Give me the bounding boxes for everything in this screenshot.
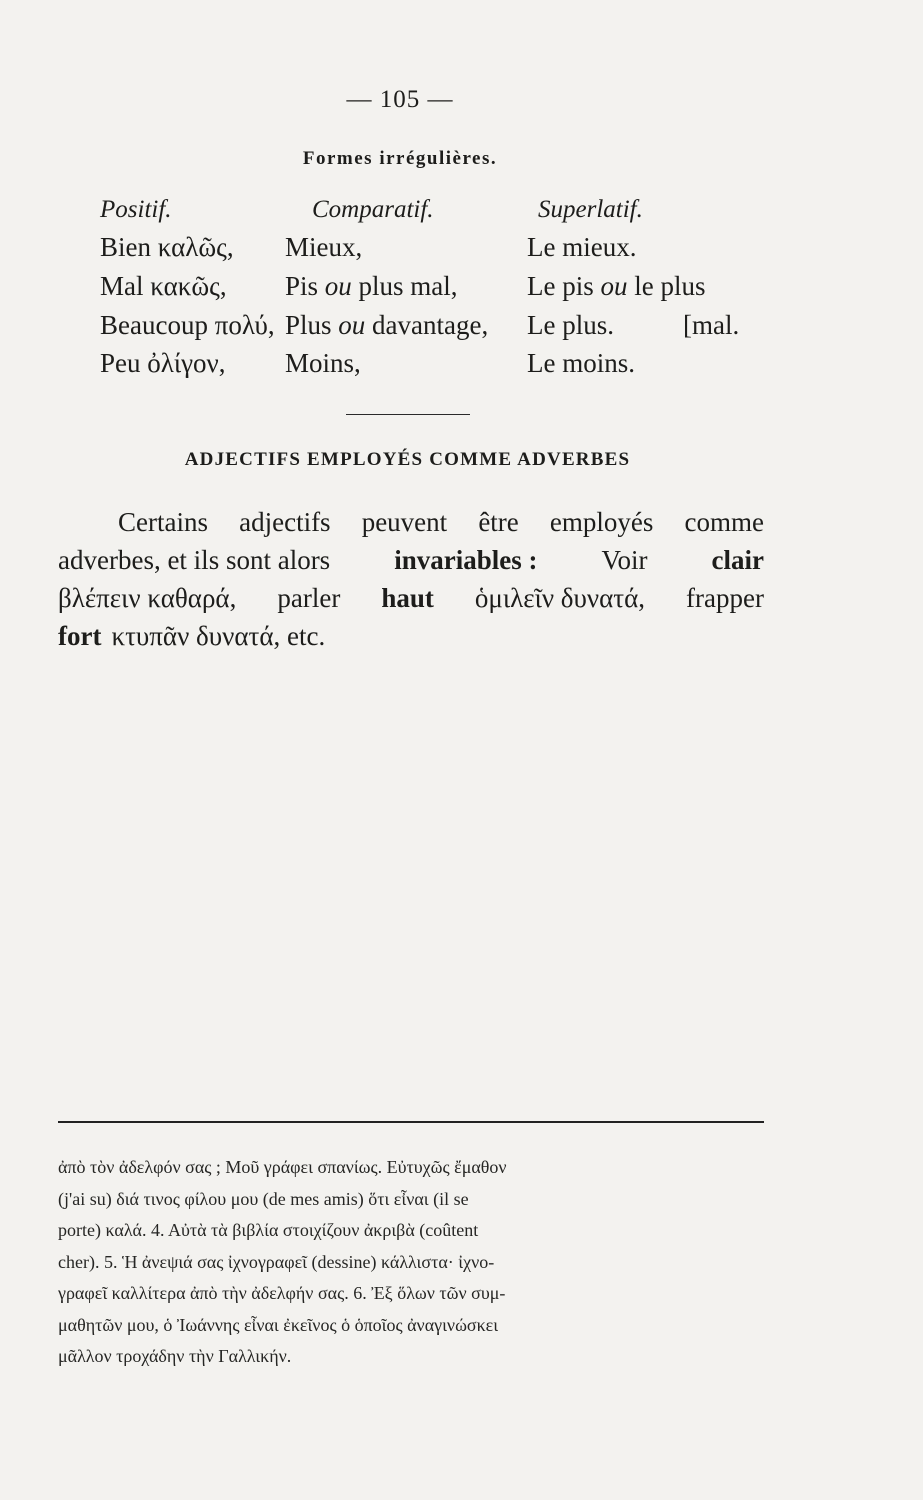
comparatif-text: Pis	[285, 271, 325, 301]
comparatif-cell	[285, 348, 361, 379]
bold-term: fort	[58, 621, 102, 651]
positif-cell: Peu ὀλίγον,	[100, 348, 226, 378]
comparatif-cell	[285, 310, 488, 341]
text-segment: parler	[277, 583, 341, 613]
table-headers	[0, 196, 923, 232]
footnotes	[58, 1152, 768, 1373]
comparatif-text-end: plus mal,	[351, 271, 458, 301]
greek-segment: κτυπᾶν δυνατά, etc.	[111, 621, 326, 651]
mal-continuation: [mal.	[683, 310, 740, 340]
footnote-line: cher). 5. Ἡ ἀνεψιά σας ἰχνογραφεῖ (dessine) κάλλιστα· ἰχνο-	[58, 1251, 495, 1272]
comparatif-text: Moins,	[285, 348, 361, 378]
section-title: Formes irrégulières.	[302, 148, 498, 169]
greek-segment: ὁμιλεῖν δυνατά,	[474, 583, 645, 613]
header-superlatif: Superlatif.	[538, 196, 643, 223]
text-segment: Voir	[601, 545, 648, 575]
comparatif-cell	[285, 232, 362, 263]
paragraph-line	[58, 503, 764, 541]
positif-cell: Beaucoup πολύ,	[100, 310, 275, 340]
adjectifs-paragraph	[58, 503, 764, 655]
header-positif: Positif.	[100, 196, 172, 223]
ou-italic: ou	[600, 271, 628, 301]
header-comparatif: Comparatif.	[312, 196, 434, 223]
superlatif-text-end: le plus	[627, 271, 706, 301]
superlatif-text: Le pis	[527, 271, 601, 301]
footnote-line: γραφεῖ καλλίτερα ἀπὸ τὴν ἀδελφήν σας. 6. Ἐξ ὅλων τῶν συμ-	[58, 1283, 506, 1303]
footnote-line: porte) καλά. 4. Αὐτὰ τὰ βιβλία στοιχίζουν ἀκριβὰ (coûtent	[58, 1220, 479, 1240]
word: adjectifs	[239, 507, 331, 537]
word: Certains	[118, 507, 208, 537]
footnote-line: ἀπὸ τὸν ἀδελφόν σας ; Μοῦ γράφει σπανίως. Εὐτυχῶς ἔμαθον	[58, 1157, 507, 1177]
paragraph-line	[58, 617, 764, 655]
comparatif-text: Plus	[285, 310, 339, 340]
positif-cell: Bien καλῶς,	[100, 232, 234, 262]
table-row	[0, 271, 923, 307]
word: employés	[549, 507, 654, 537]
bold-term: clair	[711, 545, 764, 575]
table-row	[0, 232, 923, 268]
superlatif-cell	[527, 232, 636, 263]
superlatif-text: Le mieux.	[527, 232, 637, 262]
comparatif-text: Mieux,	[285, 232, 363, 262]
table-row	[0, 310, 923, 346]
separator-rule	[346, 414, 470, 415]
word: comme	[684, 507, 764, 537]
comparatif-text-end: davantage,	[365, 310, 489, 340]
paragraph-line	[58, 579, 764, 617]
word: être	[478, 507, 519, 537]
superlatif-cell	[527, 271, 706, 302]
footnote-line: μᾶλλον τροχάδην τὴν Γαλλικήν.	[58, 1346, 292, 1366]
greek-segment: βλέπειν καθαρά,	[58, 583, 237, 613]
footnote-line: (j'ai su) διά τινος φίλου μου (de mes amis) ὅτι εἶναι (il se	[58, 1188, 469, 1209]
ou-italic: ou	[338, 310, 366, 340]
table-row	[0, 348, 923, 384]
text-segment: adverbes, et ils sont alors	[58, 545, 331, 575]
ou-italic: ou	[324, 271, 352, 301]
bold-term: haut	[381, 583, 434, 613]
text-segment: frapper	[686, 583, 764, 613]
bold-term: invariables :	[394, 545, 538, 575]
superlatif-text: Le plus.	[527, 310, 614, 340]
superlatif-cell	[527, 310, 614, 341]
paragraph-line	[58, 541, 764, 579]
superlatif-cell	[527, 348, 635, 379]
footnote-rule	[58, 1121, 764, 1123]
word: peuvent	[361, 507, 448, 537]
superlatif-text: Le moins.	[527, 348, 635, 378]
comparatif-cell	[285, 271, 458, 302]
page-number: — 105 —	[346, 86, 454, 113]
positif-cell: Mal κακῶς,	[100, 271, 227, 301]
adjectifs-heading: ADJECTIFS EMPLOYÉS COMME ADVERBES	[184, 449, 631, 470]
footnote-line: μαθητῶν μου, ὁ Ἰωάννης εἶναι ἐκεῖνος ὁ ὁποῖος ἀναγινώσκει	[58, 1314, 499, 1335]
